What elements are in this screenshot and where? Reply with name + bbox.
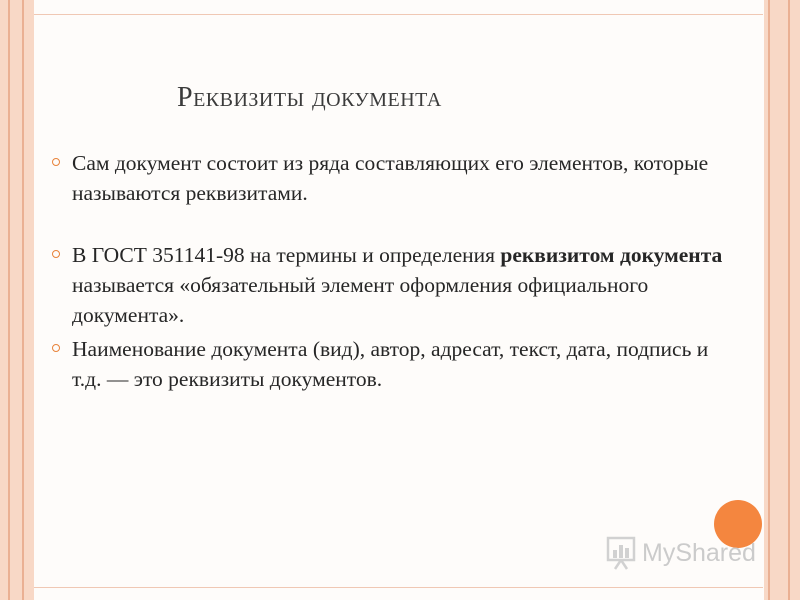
left-border-band — [0, 0, 34, 600]
myshared-watermark — [606, 536, 756, 570]
slide-title: Реквизиты документа — [177, 82, 442, 113]
bullet-circle-icon — [52, 250, 60, 258]
left-border-line — [22, 0, 24, 600]
bullet-text-end: называется «обязательный элемент оформления официального документа». — [72, 273, 649, 327]
bullet-circle-icon — [52, 158, 60, 166]
bullet-list — [52, 148, 732, 394]
watermark-text: MyShared — [642, 538, 756, 567]
slide — [34, 0, 764, 600]
right-border-line — [788, 0, 790, 600]
bullet-text-bold: реквизитом документа — [500, 243, 723, 267]
bullet-text: Сам документ состоит из ряда составляющих его элементов, которые называются реквизитами. — [72, 151, 709, 205]
right-border-band — [764, 0, 800, 600]
bullet-item — [52, 240, 732, 330]
bullet-item — [52, 334, 732, 394]
bullet-text: Наименование документа (вид), автор, адресат, текст, дата, подпись и т.д. — это реквизиты документов. — [72, 337, 709, 391]
myshared-logo-icon — [606, 536, 638, 570]
bullet-circle-icon — [52, 344, 60, 352]
bullet-text-start: В ГОСТ 351141-98 на термины и определения — [72, 243, 501, 267]
right-border-line — [768, 0, 770, 600]
left-border-line — [8, 0, 10, 600]
bullet-item — [52, 148, 732, 208]
